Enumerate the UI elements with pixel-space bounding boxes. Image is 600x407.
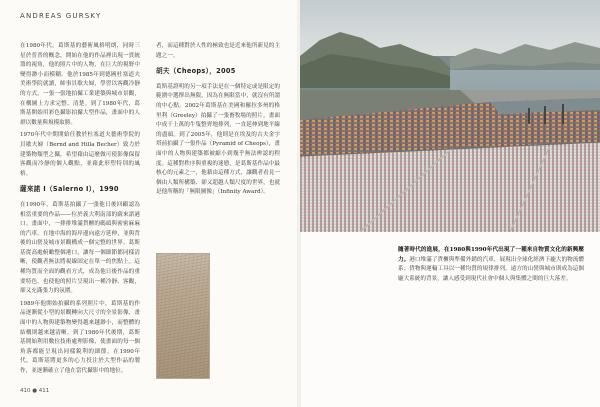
photo-port-yard bbox=[300, 90, 600, 232]
section-subhead-salerno: 薩來諾 I（Salerno I），1990 bbox=[20, 185, 119, 194]
salerno-port-photo bbox=[300, 0, 600, 232]
paragraph: 在1990年，葛斯基拍攝了一張他日後回顧認為相當重要的作品——位於義大利南部的薩來諾港口。畫面中，一排排堆滿貨櫃的碼頭與密密麻麻的汽車，在地中海的海岸邊向遠方延伸，並與背後的山巒及城市景觀構成一個完整的世界。葛斯基從高處俯瞰整個港口，讓每一個細節都同樣清晰，使觀者無法將視線固定在單一的焦點上。這種均質而全面的觀看方式，成為他日後作品的重要特色，也使他的照片呈現出一種冷靜、客觀，卻又充滿張力的氛圍。 bbox=[20, 201, 140, 295]
paragraph: 1989年他開始拍攝的系列照片中，葛斯基的作品逐漸從小型的景觀轉向大尺寸的全景影像，畫面中的人物與建築物變得越來越渺小，而整體的結構則越來越清晰。到了1980年代後期，葛斯基開始利用數位技術處理影像，使畫面的每一個角落都能呈現出同樣銳利的細節。在1990年代，葛斯基將更多的心力投注於大型作品的製作，並逐漸確立了他在當代攝影中的地位。 bbox=[20, 300, 140, 374]
caption-lead: 隨著時代的進展，在1980與1990年代出現了一種來自物質文化的新興壓力。 bbox=[398, 247, 584, 263]
text-column-1 bbox=[20, 42, 140, 392]
section-subhead-cheops: 胡夫（Cheops），2005 bbox=[156, 67, 236, 76]
paragraph: 在1980年代，葛斯基的藝術風格明朗，同時三星於普普的概念，開始在他的作品裡出現一貫統籌的視角，他的照片中的人物，在巨大的視野中變得渺小而模糊。他於1985年到德國杜塞道夫美術學院就讀，師事貝歇夫婦，學習以客觀冷靜的方式，一張一張地拍攝工業建築與城市景觀，在構圖上力求完整、清楚。到了1980年代，葛斯基開始用彩色攝影拍攝大型作品，畫面中的人群以數量與規模取勝。 bbox=[20, 43, 140, 126]
paragraph: 1970年代中期開始任教於杜塞道夫藝術學院的貝歇夫婦（Bernd and Hilla Becher）致力於建築物類型之攝，希望藉由這麼做可使影像保留客觀而冷靜的個人觀點，並藉此形塑特別的風格。 bbox=[20, 132, 140, 177]
photo-caption bbox=[398, 246, 584, 284]
paragraph: 者，而這種對於人性的極致也是近來他所新見的主題之一。 bbox=[156, 43, 280, 59]
running-head: ANDREAS GURSKY bbox=[20, 12, 102, 20]
page-folio: 410 ● 411 bbox=[20, 388, 50, 394]
caption-text: 港口堆滿了貨櫃與準備外銷的汽車，展現出全球化經濟下龐大的物流體系；貨物與運輸工具以一種均質的規律排列，遠方的山巒與城市則成為這個龐大系統的背景，讓人感受到現代社會中個人與集體之間的巨大落差。 bbox=[398, 256, 584, 282]
paragraph: 葛斯基證明的另一項手法是在一個特定或是限定的範圍中選擇出無限，因為在無限當中，就沒有所謂的中心點。2002年葛斯基在美國和羅拉多州的格里利（Greeley）拍攝了一張畜牧場的照片，畫面中成千上萬的牛隻整齊地排列，一直延伸到地平線的盡頭。到了2005年，他則是在埃及的古夫金字塔前拍攝了一張作品（Pyramid of Cheops），畫面中的人物與建築都被縮小到幾乎無法辨認的程度。這種對秩序與重複的迷戀，是葛斯基作品中最核心的元素之一，他藉由這種方式，讓觀者看見一個由人類所構築、卻又超越人類尺度的世界，也就是他所稱的「無限圖像」（Infinity Award）。 bbox=[156, 83, 280, 196]
sand-field-photo bbox=[156, 253, 210, 379]
